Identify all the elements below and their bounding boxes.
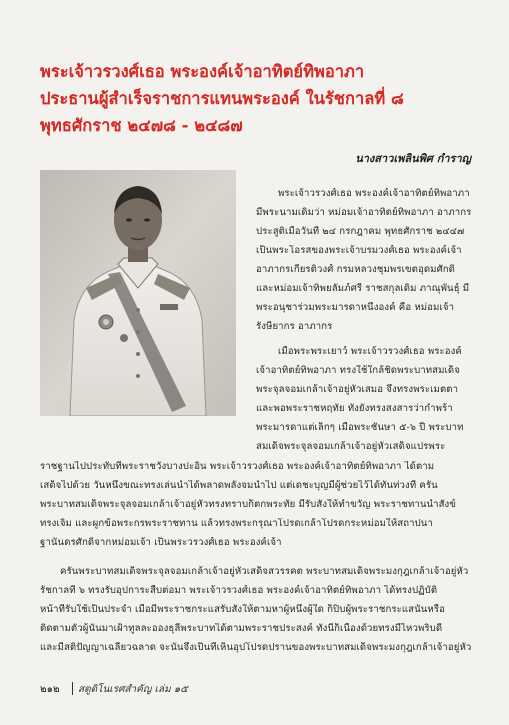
body-text-line: ราชฐานไปประทับที่พระราชวังบางปะอิน พระเจ้าวรวงศ์เธอ พระองค์เจ้าอาทิตย์ทิพอาภา ได้ตาม xyxy=(40,461,435,472)
body-text-line: และมีสติปัญญาเฉลียวฉลาด จะนั้นจึงเป็นที่เห็นอุปโปรดปรานของพระบาทสมเด็จพระมงกุฎเกล้าเจ้าอยู่หัว xyxy=(40,642,472,653)
body-text-line: เจ้าอาทิตย์ทิพอาภา ทรงใช้ใกล้ชิดพระบาทสมเด็จ xyxy=(256,365,460,376)
body-text-line: พระบาทสมเด็จพระจุลจอมเกล้าเจ้าอยู่หัวทรงทราบก็ตกพระทัย มีรับสั่งให้ทำขวัญ พระราชทานน้ำสังข์ xyxy=(40,499,456,510)
body-text-line: พระเจ้าวรวงศ์เธอ พระองค์เจ้าอาทิตย์ทิพอาภา xyxy=(278,188,470,199)
page-number: ๒๑๒ xyxy=(40,684,60,695)
title-line: พระเจ้าวรวงศ์เธอ พระองค์เจ้าอาทิตย์ทิพอาภา xyxy=(40,62,365,81)
body-text-line: มีพระนามเดิมว่า หม่อมเจ้าอาทิตย์ทิพอาภา อาภากร xyxy=(256,207,472,218)
body-text-line: ติดตามตัวผู้นั้นมาเฝ้าทูลละอองธุลีพระบาทได้ตามพระราชประสงค์ ทั้งนี้ก็เนื่องด้วยทรงมีไหวพริบดี xyxy=(40,623,443,634)
author-name: นางสาวเพลินพิศ กำราญ xyxy=(355,152,471,165)
body-text-line: และพอพระราชหฤทัย ทั้งยังทรงสงสารว่ากำพร้า xyxy=(256,403,453,414)
page-footer xyxy=(40,682,474,696)
body-text-line: สมเด็จพระจุลจอมเกล้าเจ้าอยู่หัวเสด็จแปรพระ xyxy=(256,441,446,452)
title-line: พุทธศักราช ๒๔๗๘ - ๒๔๘๗ xyxy=(40,116,243,135)
body-text-line: พระมารดาแต่เล็กๆ เมื่อพระชันษา ๕-๖ ปี พระบาท xyxy=(256,422,464,433)
body-text-line: ฐานันดรศักดิ์จากหม่อมเจ้า เป็นพระวรวงศ์เธอ พระองค์เจ้า xyxy=(40,537,282,548)
publication-series: สตูดิโนเรศสำคัญ เล่ม ๑๕ xyxy=(78,684,188,695)
body-text-line: พระอนุชาร่วมพระมารดาหนึ่งองค์ คือ หม่อมเจ้า xyxy=(256,302,455,313)
title-line: ประธานผู้สำเร็จราชการแทนพระองค์ ในรัชกาลที่ ๘ xyxy=(40,89,404,108)
body-text-line: ครั้นพระบาทสมเด็จพระจุลจอมเกล้าเจ้าอยู่หัวเสด็จสวรรคต พระบาทสมเด็จพระมงกุฎเกล้าเจ้าอยู่หัว xyxy=(60,566,469,577)
body-text-line: ทรงเจิม และผูกข้อพระกรพระราชทาน แล้วทรงพระกรุณาโปรดเกล้าโปรดกระหม่อมให้สถาปนา xyxy=(40,518,433,529)
body-text-line: พระจุลจอมเกล้าเจ้าอยู่หัวเสมอ จึงทรงพระเมตตา xyxy=(256,384,459,395)
body-text-line: หน้าที่รับใช้เป็นประจำ เมื่อมีพระราชกระแสรับสั่งให้ตามหาผู้หนึ่งผู้ใด ก็ปิบผู้พระราชกระแสนั้นหรือ xyxy=(40,604,445,615)
body-text-line: อาภากรเกียรติวงศ์ กรมหลวงชุมพรเขตอุดมศักดิ์ xyxy=(256,264,456,275)
body-text-line: เมื่อพระพระเยาว์ พระเจ้าวรวงศ์เธอ พระองค์ xyxy=(278,346,462,357)
body-text-line: รังษียากร อาภากร xyxy=(256,321,333,332)
body-text-line: ประสูติเมื่อวันที่ ๒๔ กรกฎาคม พุทธศักราช ๒๔๔๗ xyxy=(256,226,465,237)
body-text-line: เสด็จไปด้วย วันหนึ่งขณะทรงเล่นน้ำได้พลาดพลั้งจมน้ำไป แต่เดชะบุญมีผู้ช่วยไว้ได้ทันท่วงที ครั้น xyxy=(40,480,438,491)
footer-divider xyxy=(72,682,73,695)
portrait-photo xyxy=(40,170,236,416)
body-text-line: เป็นพระโอรสของพระเจ้าบรมวงศ์เธอ พระองค์เจ้า xyxy=(256,245,462,256)
article-title xyxy=(40,58,490,139)
body-text-line: รัชกาลที่ ๖ ทรงรับอุปการะสืบต่อมา พระเจ้าวรวงศ์เธอ พระองค์เจ้าอาทิตย์ทิพอาภา ได้ทรงปฏิบัติ xyxy=(40,585,438,596)
body-text-line: และหม่อมเจ้าทิพยลัมภ์ศรี ราชสกุลเดิม ภาณุพันธุ์ มี xyxy=(256,283,470,294)
